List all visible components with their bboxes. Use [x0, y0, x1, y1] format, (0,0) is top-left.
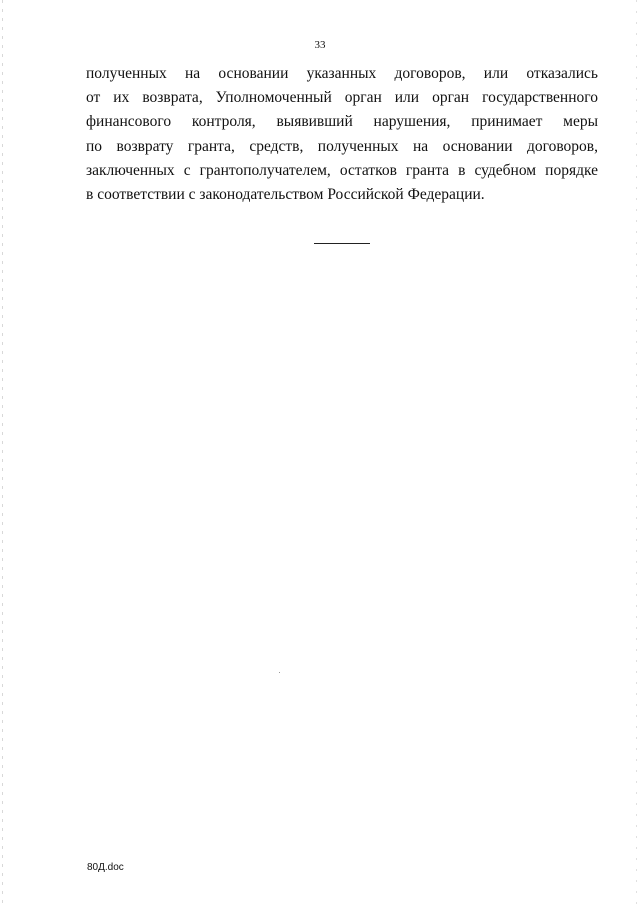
page-number: 33 — [314, 39, 326, 51]
body-paragraph — [86, 62, 598, 207]
footer-filename: 80Д.doc — [87, 862, 124, 873]
paragraph-line: по возврату гранта, средств, полученных на основании договоров, — [86, 137, 598, 155]
paragraph-line: в соответствии с законодательством Российской Федерации. — [86, 186, 485, 204]
end-of-document-rule — [314, 243, 370, 244]
paragraph-line: полученных на основании указанных договоров, или отказались — [86, 65, 598, 82]
paragraph-line: финансового контроля, выявивший нарушения, принимает меры — [86, 113, 598, 131]
scan-edge-left — [2, 0, 3, 905]
scan-edge-right — [636, 0, 637, 905]
paragraph-line: от их возврата, Уполномоченный орган или орган государственного — [86, 89, 598, 107]
scan-speck — [279, 672, 280, 673]
paragraph-line: заключенных с грантополучателем, остатков гранта в судебном порядке — [86, 161, 598, 179]
